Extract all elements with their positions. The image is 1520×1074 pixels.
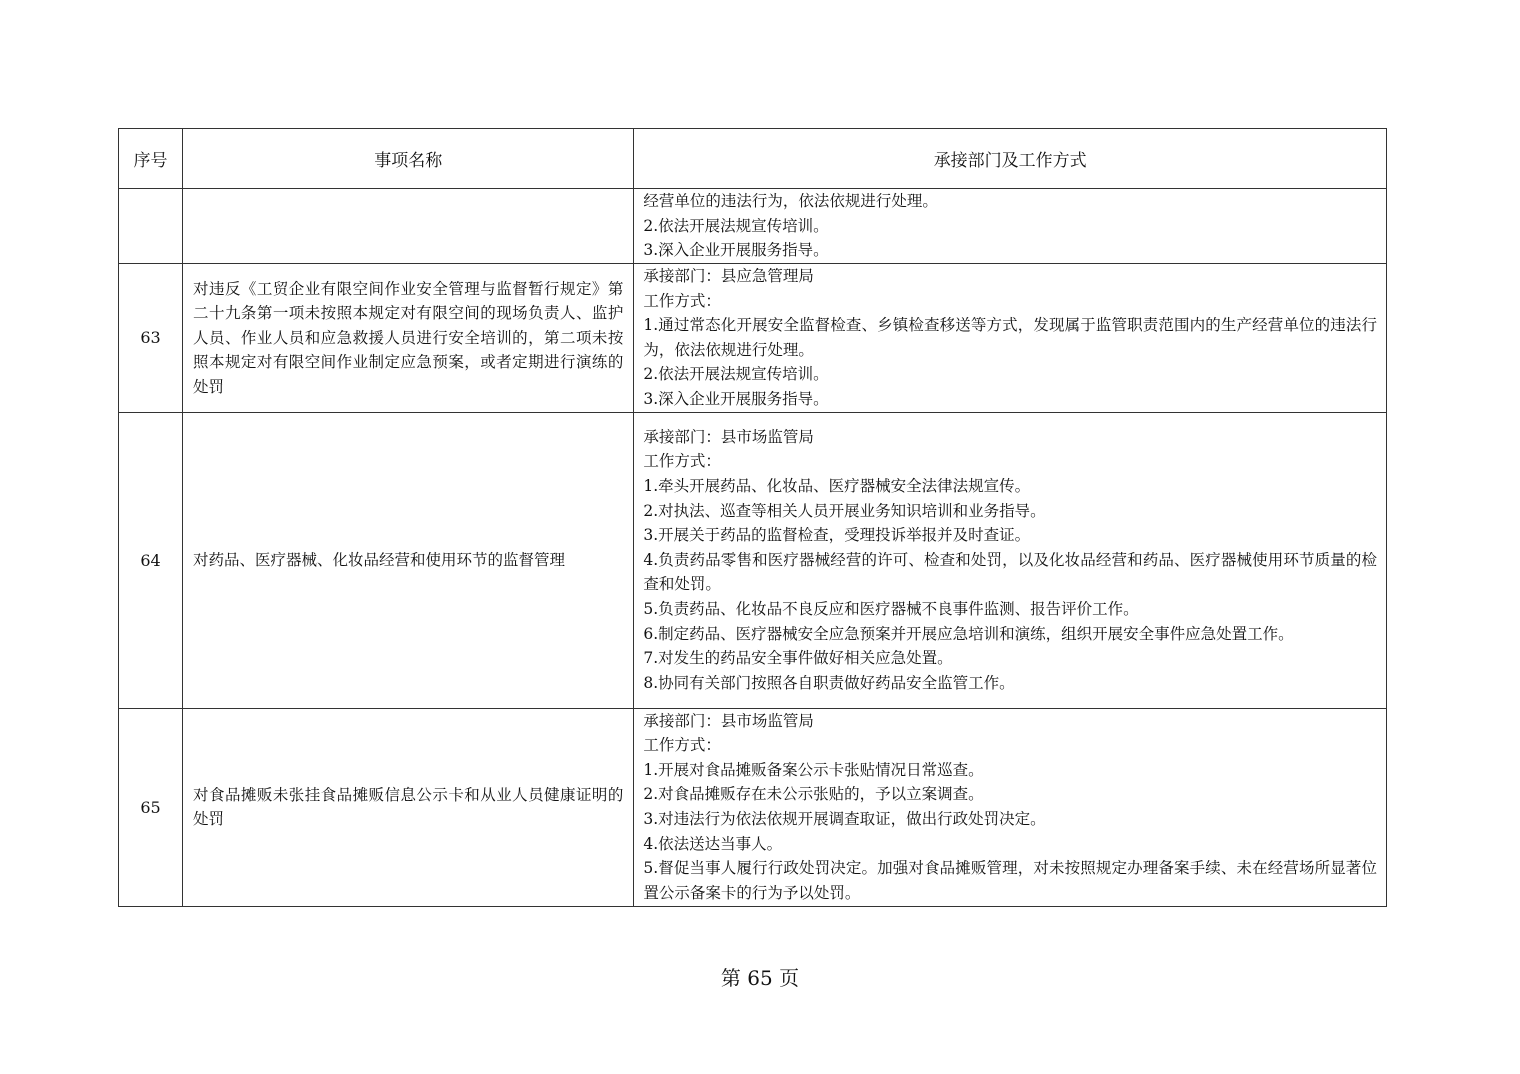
row-department-method [634,189,1387,264]
row-department-method [634,412,1387,708]
dept-line: 6.制定药品、医疗器械安全应急预案并开展应急培训和演练，组织开展安全事件应急处置工作。 [643,624,1294,643]
row-item-name: 对违反《工贸企业有限空间作业安全管理与监督暂行规定》第二十九条第一项未按照本规定对有限空间的现场负责人、监护人员、作业人员和应急救援人员进行安全培训的，第二项未按照本规定对有限空间作业制定应急预案，或者定期进行演练的处罚 [183,264,634,413]
row-serial-number: 63 [119,264,183,413]
dept-line: 工作方式： [643,291,721,310]
table-row [119,264,1387,413]
page-number: 第 65 页 [720,966,800,990]
dept-line: 2.依法开展法规宣传培训。 [643,365,829,384]
dept-line: 承接部门：县市场监管局 [643,711,814,730]
dept-line: 3.开展关于药品的监督检查，受理投诉举报并及时查证。 [643,526,1031,545]
dept-line: 3.深入企业开展服务指导。 [643,241,829,260]
dept-line: 2.对执法、巡查等相关人员开展业务知识培训和业务指导。 [643,501,1046,520]
row-item-name [183,189,634,264]
dept-line: 承接部门：县市场监管局 [643,427,814,446]
header-department-method: 承接部门及工作方式 [634,129,1387,189]
dept-line: 5.督促当事人履行行政处罚决定。加强对食品摊贩管理，对未按照规定办理备案手续、未在经营场所显著位置公示备案卡的行为予以处罚。 [643,859,1377,902]
row-department-method [634,264,1387,413]
dept-line: 7.对发生的药品安全事件做好相关应急处置。 [643,649,953,668]
dept-line: 5.负责药品、化妆品不良反应和医疗器械不良事件监测、报告评价工作。 [643,599,1139,618]
row-serial-number [119,189,183,264]
dept-line: 1.开展对食品摊贩备案公示卡张贴情况日常巡查。 [643,760,984,779]
dept-line: 承接部门：县应急管理局 [643,267,814,285]
dept-line: 工作方式： [643,736,721,755]
dept-line: 3.对违法行为依法依规开展调查取证，做出行政处罚决定。 [643,810,1046,829]
table-row [119,412,1387,708]
row-item-name: 对食品摊贩未张挂食品摊贩信息公示卡和从业人员健康证明的处罚 [183,708,634,906]
dept-line: 3.深入企业开展服务指导。 [643,389,829,408]
table-header-row [119,129,1387,189]
dept-line: 1.牵头开展药品、化妆品、医疗器械安全法律法规宣传。 [643,476,1031,495]
row-serial-number: 64 [119,412,183,708]
dept-line: 4.依法送达当事人。 [643,834,783,853]
table-row [119,708,1387,906]
row-department-method [634,708,1387,906]
row-item-name: 对药品、医疗器械、化妆品经营和使用环节的监督管理 [183,412,634,708]
header-serial-number: 序号 [119,129,183,189]
dept-line: 8.协同有关部门按照各自职责做好药品安全监管工作。 [643,673,1015,692]
dept-line: 2.依法开展法规宣传培训。 [643,216,829,235]
dept-line: 1.通过常态化开展安全监督检查、乡镇检查移送等方式，发现属于监管职责范围内的生产经营单位的违法行为，依法依规进行处理。 [643,316,1377,359]
dept-line: 经营单位的违法行为，依法依规进行处理。 [643,192,938,211]
items-table [118,128,1387,907]
dept-line: 工作方式： [643,452,721,471]
header-item-name: 事项名称 [183,129,634,189]
table-row [119,189,1387,264]
dept-line: 2.对食品摊贩存在未公示张贴的，予以立案调查。 [643,785,984,804]
row-serial-number: 65 [119,708,183,906]
dept-line: 4.负责药品零售和医疗器械经营的许可、检查和处罚，以及化妆品经营和药品、医疗器械使用环节质量的检查和处罚。 [643,550,1377,594]
